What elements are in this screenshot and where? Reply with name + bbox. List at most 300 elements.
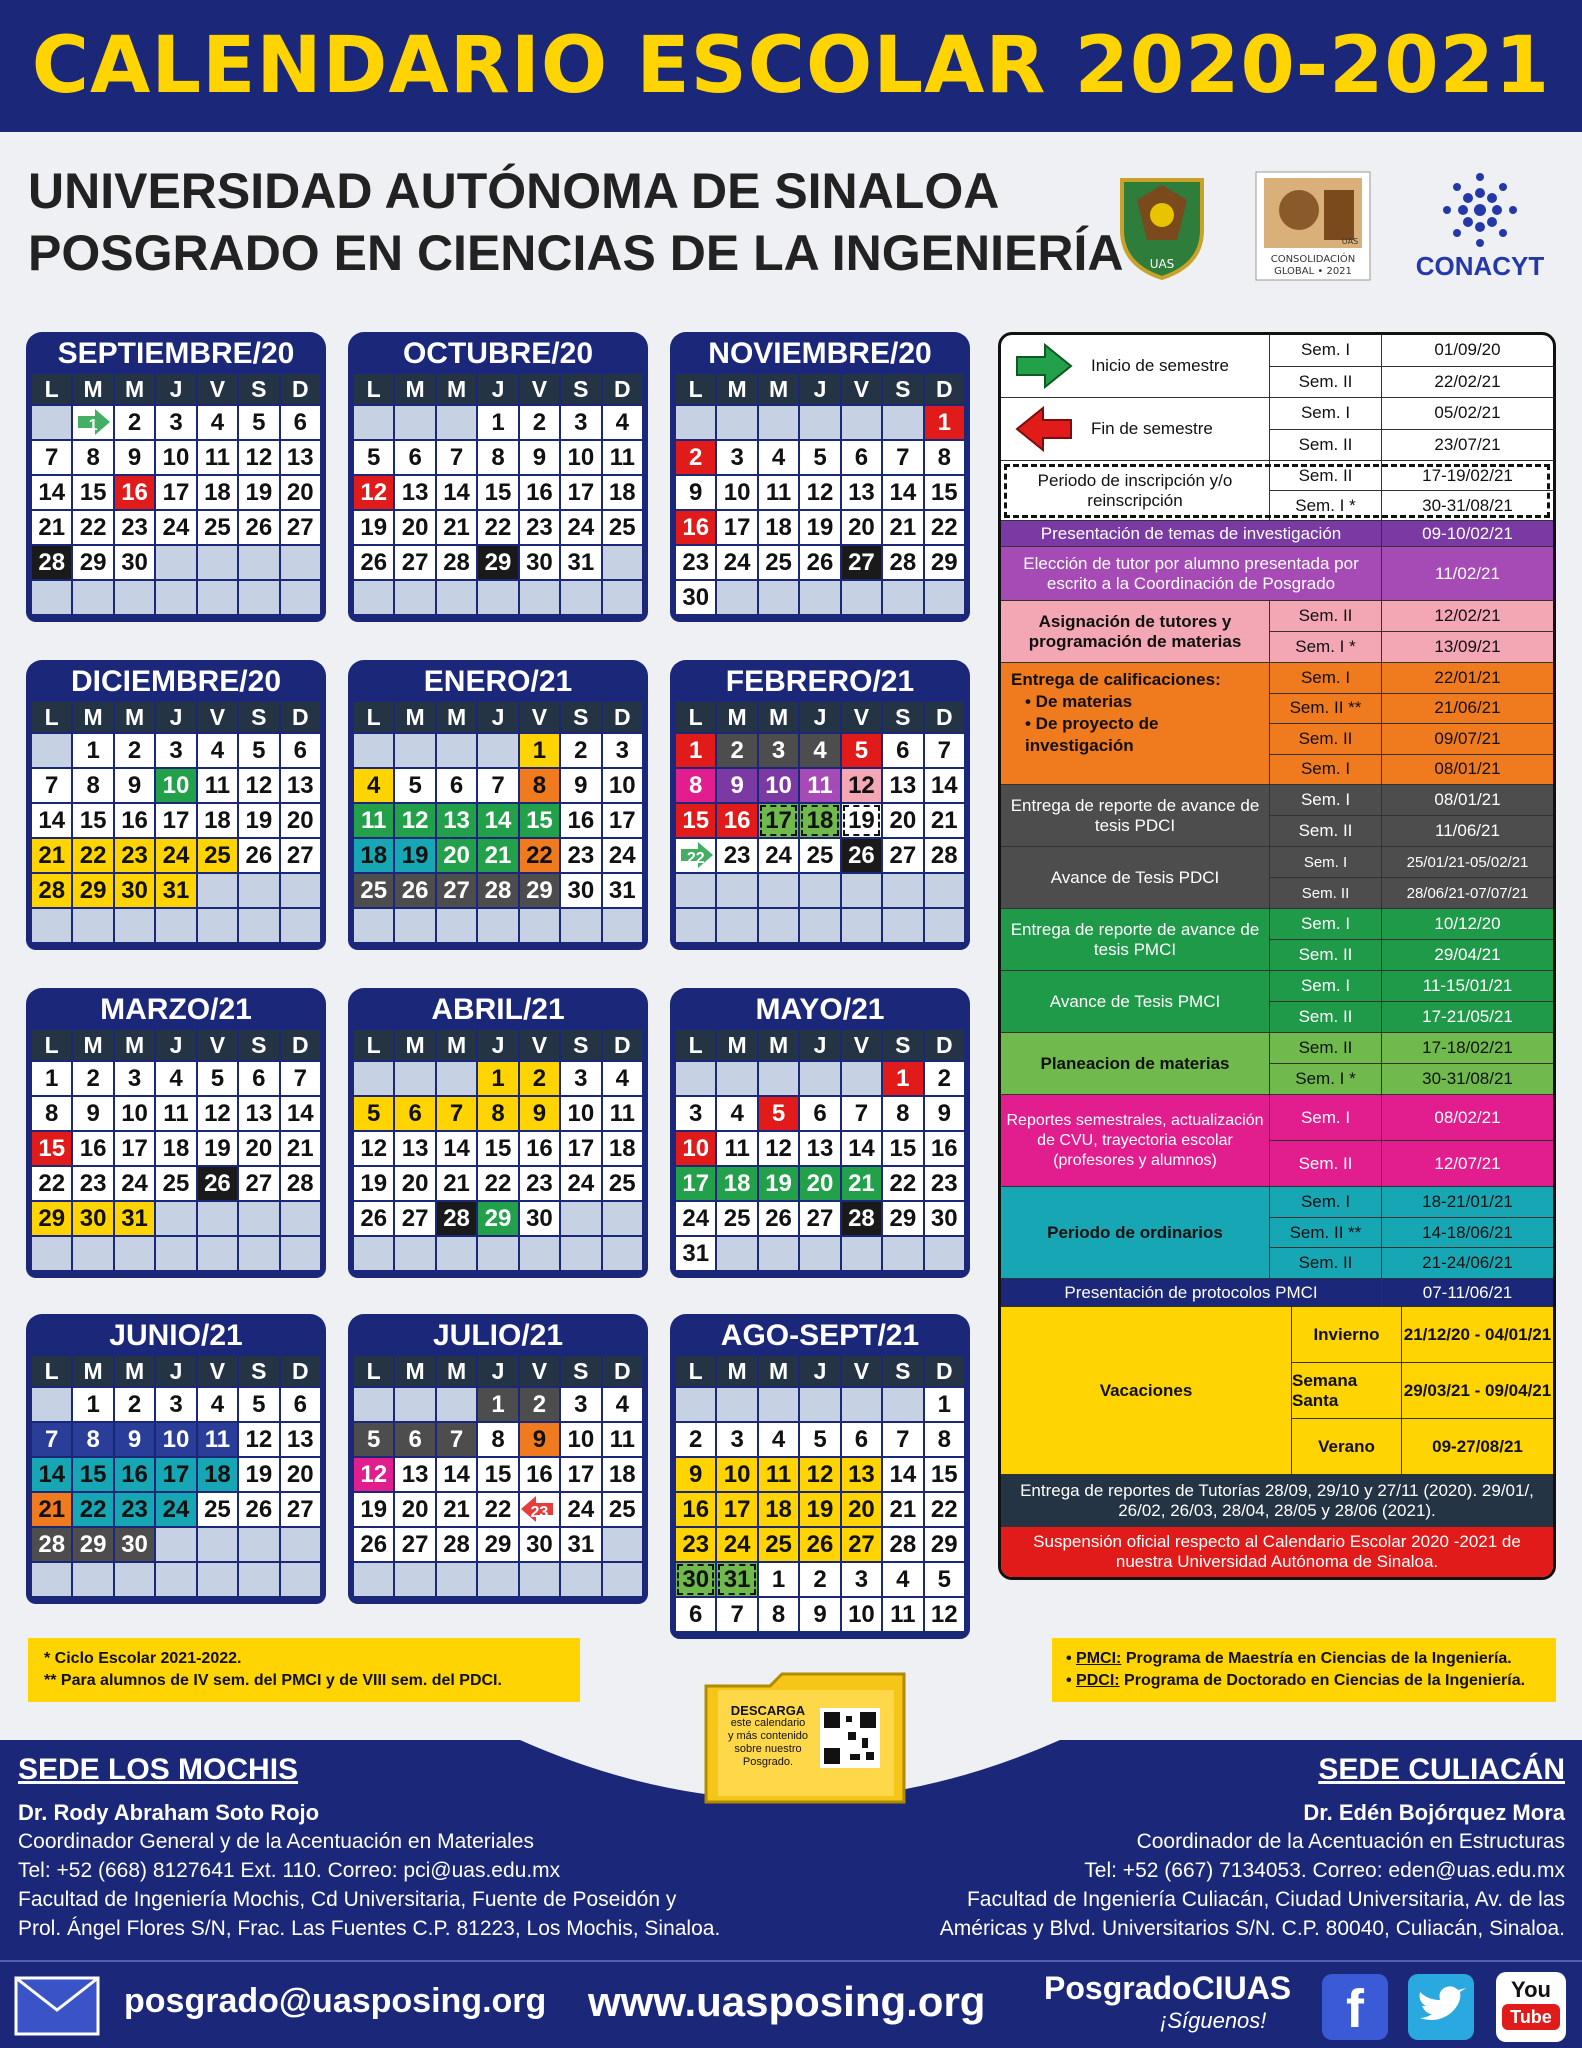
day-cell: 22: [478, 1167, 517, 1200]
day-cell: 9: [925, 1097, 964, 1130]
empty-cell: [239, 1237, 278, 1270]
sem-date: 30-31/08/21: [1381, 491, 1553, 520]
sem-label: Sem. II: [1269, 1033, 1381, 1063]
day-cell: 3: [156, 1388, 195, 1421]
day-cell: 16: [561, 804, 600, 837]
day-cell: 23: [520, 1167, 559, 1200]
day-cell: 2: [520, 406, 559, 439]
day-cell: 16: [115, 476, 154, 509]
weekday-header: M: [717, 1356, 756, 1386]
day-cell: 10: [156, 769, 195, 802]
empty-cell: [239, 1563, 278, 1596]
folder-line1: este calendario: [730, 1717, 806, 1729]
day-cell: 25: [717, 1202, 756, 1235]
day-cell: 23: [925, 1167, 964, 1200]
red-arrow-icon: [1015, 406, 1073, 452]
day-cell: 20: [842, 1493, 881, 1526]
day-cell: 10: [842, 1598, 881, 1631]
day-cell: 25: [198, 511, 237, 544]
month-title: ABRIL/21: [348, 988, 648, 1030]
day-cell: 6: [395, 441, 434, 474]
day-cell: 17: [561, 1132, 600, 1165]
empty-cell: [520, 581, 559, 614]
day-cell: 11: [603, 1097, 642, 1130]
day-cell: 15: [32, 1132, 71, 1165]
weekday-header: S: [561, 1356, 600, 1386]
empty-cell: [395, 734, 434, 767]
sem-label: Sem. II: [1269, 461, 1381, 490]
day-cell: 21: [32, 511, 71, 544]
empty-cell: [603, 1528, 642, 1561]
day-cell: 23: [520, 1493, 559, 1526]
day-cell: 13: [842, 1458, 881, 1491]
day-cell: 11: [198, 441, 237, 474]
month-title: SEPTIEMBRE/20: [26, 332, 326, 374]
day-cell: 4: [800, 734, 839, 767]
day-cell: 25: [759, 1528, 798, 1561]
weekday-header: M: [437, 1030, 476, 1060]
weekday-header: S: [239, 1030, 278, 1060]
empty-cell: [395, 909, 434, 942]
day-cell: 12: [354, 1458, 393, 1491]
month-calendar: [670, 988, 970, 1278]
day-cell: 6: [281, 1388, 320, 1421]
empty-cell: [239, 1202, 278, 1235]
sem-date: 05/02/21: [1381, 398, 1553, 429]
day-cell: 28: [281, 1167, 320, 1200]
day-cell: 11: [156, 1097, 195, 1130]
day-cell: 6: [883, 734, 922, 767]
day-cell: 10: [759, 769, 798, 802]
empty-cell: [800, 1237, 839, 1270]
sem-label: Sem. I: [1269, 1187, 1381, 1217]
day-cell: 31: [717, 1563, 756, 1596]
empty-cell: [395, 1237, 434, 1270]
sem-date: 23/07/21: [1381, 430, 1553, 461]
day-cell: 20: [842, 511, 881, 544]
footer-bar: [0, 1960, 1582, 2048]
day-cell: 26: [800, 546, 839, 579]
day-cell: 10: [156, 441, 195, 474]
month-title: OCTUBRE/20: [348, 332, 648, 374]
day-cell: 27: [281, 839, 320, 872]
weekday-header: M: [395, 374, 434, 404]
day-cell: 10: [717, 1458, 756, 1491]
day-cell: 18: [156, 1132, 195, 1165]
day-cell: 24: [676, 1202, 715, 1235]
sede-address-1: Facultad de Ingeniería Mochis, Cd Universitaria, Fuente de Poseidón y: [18, 1888, 677, 1911]
day-cell: 12: [239, 769, 278, 802]
month-title: AGO-SEPT/21: [670, 1314, 970, 1356]
day-cell: 30: [520, 1528, 559, 1561]
empty-cell: [281, 1202, 320, 1235]
empty-cell: [281, 909, 320, 942]
weekday-header: V: [198, 1030, 237, 1060]
day-cell: 26: [354, 1202, 393, 1235]
day-cell: 25: [198, 839, 237, 872]
day-cell: 12: [800, 1458, 839, 1491]
conacyt-logo-text: CONACYT: [1415, 251, 1545, 281]
day-cell: 11: [759, 1458, 798, 1491]
day-cell: 28: [925, 839, 964, 872]
weekday-header: M: [395, 1030, 434, 1060]
weekday-header: L: [676, 374, 715, 404]
day-cell: 27: [239, 1167, 278, 1200]
day-cell: 27: [281, 511, 320, 544]
day-cell: 3: [717, 1423, 756, 1456]
page-title: CALENDARIO ESCOLAR 2020-2021: [31, 21, 1551, 111]
youtube-icon[interactable]: [1496, 1972, 1566, 2042]
sem-date: 17-21/05/21: [1381, 1002, 1553, 1032]
empty-cell: [156, 1528, 195, 1561]
footnotes-left: [28, 1638, 580, 1702]
empty-cell: [32, 734, 71, 767]
empty-cell: [478, 581, 517, 614]
day-cell: 16: [676, 1493, 715, 1526]
legend-calificaciones: [1001, 663, 1269, 784]
weekday-header: S: [239, 374, 278, 404]
empty-cell: [115, 909, 154, 942]
day-cell: 7: [32, 441, 71, 474]
day-cell: 15: [478, 476, 517, 509]
day-cell: 18: [717, 1167, 756, 1200]
sem-date: 22/02/21: [1381, 367, 1553, 398]
day-cell: 15: [73, 476, 112, 509]
empty-cell: [115, 1237, 154, 1270]
day-cell: 24: [115, 1167, 154, 1200]
weekday-header: D: [925, 374, 964, 404]
day-cell: 2: [676, 1423, 715, 1456]
weekday-header: L: [676, 1030, 715, 1060]
empty-cell: [800, 1388, 839, 1421]
day-cell: 21: [883, 511, 922, 544]
day-cell: 31: [561, 546, 600, 579]
facebook-icon[interactable]: f: [1322, 1974, 1388, 2040]
day-cell: 14: [883, 1458, 922, 1491]
empty-cell: [32, 1388, 71, 1421]
day-cell: 16: [717, 804, 756, 837]
empty-cell: [395, 581, 434, 614]
day-cell: 20: [883, 804, 922, 837]
month-calendar: [26, 332, 326, 622]
day-cell: 28: [437, 546, 476, 579]
day-cell: 24: [717, 546, 756, 579]
day-cell: 17: [717, 511, 756, 544]
pmci-abbr: PMCI:: [1076, 1650, 1122, 1667]
day-cell: 15: [520, 804, 559, 837]
day-cell: 3: [759, 734, 798, 767]
day-cell: 19: [800, 511, 839, 544]
vac-label: Invierno: [1291, 1307, 1401, 1362]
legend-calificaciones-title: Entrega de calificaciones:: [1011, 670, 1221, 689]
day-cell: 4: [759, 1423, 798, 1456]
empty-cell: [437, 406, 476, 439]
month-title: JULIO/21: [348, 1314, 648, 1356]
day-cell: 4: [198, 734, 237, 767]
month-title: MARZO/21: [26, 988, 326, 1030]
day-cell: 26: [800, 1528, 839, 1561]
day-cell: 28: [32, 874, 71, 907]
empty-cell: [437, 1062, 476, 1095]
weekday-header: D: [281, 702, 320, 732]
day-cell: 11: [603, 1423, 642, 1456]
day-cell: 26: [354, 1528, 393, 1561]
vac-date: 29/03/21 - 09/04/21: [1401, 1363, 1553, 1418]
empty-cell: [842, 1237, 881, 1270]
legend-eleccion-date: 11/02/21: [1381, 547, 1553, 600]
day-cell: 9: [676, 476, 715, 509]
day-cell: 26: [759, 1202, 798, 1235]
day-cell: 19: [354, 511, 393, 544]
empty-cell: [239, 874, 278, 907]
day-cell: 30: [561, 874, 600, 907]
legend-asignacion: Asignación de tutores y programación de materias: [1028, 611, 1242, 651]
weekday-header: S: [239, 1356, 278, 1386]
day-cell: 16: [676, 511, 715, 544]
footnote-alumnos: ** Para alumnos de IV sem. del PMCI y de VIII sem. del PDCI.: [44, 1672, 502, 1689]
day-cell: 11: [198, 769, 237, 802]
day-cell: 20: [437, 839, 476, 872]
empty-cell: [842, 406, 881, 439]
empty-cell: [198, 546, 237, 579]
day-cell: 7: [717, 1598, 756, 1631]
day-cell: 14: [32, 476, 71, 509]
day-cell: 5: [354, 441, 393, 474]
empty-cell: [717, 581, 756, 614]
day-cell: 18: [198, 1458, 237, 1491]
day-cell: 15: [925, 1458, 964, 1491]
empty-cell: [395, 406, 434, 439]
sede-coordinator: Dr. Rody Abraham Soto Rojo: [18, 1800, 320, 1825]
day-cell: 8: [73, 769, 112, 802]
day-cell: 1: [73, 734, 112, 767]
weekday-header: S: [883, 1356, 922, 1386]
legend-suspension: Suspensión oficial respecto al Calendario Escolar 2020 -2021 de nuestra Universidad Autónoma de Sinaloa.: [1033, 1532, 1521, 1571]
sem-label: Sem. II: [1269, 878, 1381, 908]
sem-label: Sem. I: [1269, 971, 1381, 1001]
weekday-header: M: [73, 374, 112, 404]
uas-logo-text: UAS: [1149, 257, 1175, 271]
day-cell: 6: [800, 1097, 839, 1130]
day-cell: 6: [842, 1423, 881, 1456]
day-cell: 29: [883, 1202, 922, 1235]
day-cell: 8: [478, 1423, 517, 1456]
empty-cell: [561, 1563, 600, 1596]
day-cell: 17: [676, 1167, 715, 1200]
day-cell: 4: [198, 1388, 237, 1421]
day-cell: 27: [842, 546, 881, 579]
day-cell: 4: [603, 1062, 642, 1095]
sem-label: Sem. II **: [1269, 1218, 1381, 1248]
empty-cell: [437, 581, 476, 614]
day-cell: 26: [842, 839, 881, 872]
day-cell: 5: [354, 1423, 393, 1456]
sem-date: 17-18/02/21: [1381, 1033, 1553, 1063]
day-cell: 15: [883, 1132, 922, 1165]
empty-cell: [437, 1563, 476, 1596]
legend-rep-pdci: Entrega de reporte de avance de tesis PDCI: [1010, 795, 1260, 835]
day-cell: 29: [478, 1202, 517, 1235]
day-cell: 13: [395, 1132, 434, 1165]
empty-cell: [603, 1237, 642, 1270]
sem-label: Sem. II: [1269, 1002, 1381, 1032]
weekday-header: V: [520, 374, 559, 404]
sem-date: 17-19/02/21: [1381, 461, 1553, 490]
day-cell: 26: [239, 839, 278, 872]
legend-eleccion: Elección de tutor por alumno presentada por escrito a la Coordinación de Posgrado: [1023, 553, 1359, 593]
day-cell: 5: [925, 1563, 964, 1596]
day-cell: 13: [842, 476, 881, 509]
twitter-icon[interactable]: [1408, 1974, 1474, 2040]
day-cell: 18: [759, 1493, 798, 1526]
day-cell: 2: [73, 1062, 112, 1095]
day-cell: 12: [239, 1423, 278, 1456]
sem-date: 01/09/20: [1381, 335, 1553, 366]
day-cell: 27: [281, 1493, 320, 1526]
empty-cell: [198, 1528, 237, 1561]
day-cell: 18: [354, 839, 393, 872]
day-cell: 25: [354, 874, 393, 907]
day-cell: 4: [603, 406, 642, 439]
sem-date: 29/04/21: [1381, 940, 1553, 970]
weekday-header: S: [561, 374, 600, 404]
legend-inscripcion: Periodo de inscripción y/o reinscripción: [1037, 470, 1233, 510]
weekday-header: D: [281, 374, 320, 404]
sem-date: 08/01/21: [1381, 755, 1553, 785]
day-cell: 11: [198, 1423, 237, 1456]
sem-label: Sem. II: [1269, 367, 1381, 398]
day-cell: 1: [676, 734, 715, 767]
day-cell: 2: [925, 1062, 964, 1095]
day-cell: 23: [520, 511, 559, 544]
empty-cell: [676, 406, 715, 439]
day-cell: 4: [354, 769, 393, 802]
footer-email-link[interactable]: posgrado@uasposing.org: [124, 1982, 547, 2020]
day-cell: 17: [603, 804, 642, 837]
day-cell: 25: [603, 511, 642, 544]
day-cell: 7: [883, 441, 922, 474]
weekday-header: V: [198, 374, 237, 404]
day-cell: 25: [759, 546, 798, 579]
empty-cell: [32, 1237, 71, 1270]
day-cell: 2: [115, 1388, 154, 1421]
empty-cell: [800, 874, 839, 907]
month-calendar: [670, 660, 970, 950]
day-cell: 7: [281, 1062, 320, 1095]
weekday-header: J: [800, 1356, 839, 1386]
day-cell: 30: [925, 1202, 964, 1235]
day-cell: 19: [800, 1493, 839, 1526]
legend-tutorias: Entrega de reportes de Tutorías 28/09, 29/10 y 27/11 (2020). 29/01/, 26/02, 26/03, 28/04, 28/05 y 28/06 (2021).: [1020, 1480, 1534, 1520]
month-calendar: [348, 1314, 648, 1604]
day-cell: 29: [73, 546, 112, 579]
weekday-header: M: [115, 1356, 154, 1386]
empty-cell: [925, 909, 964, 942]
empty-cell: [239, 909, 278, 942]
empty-cell: [676, 1388, 715, 1421]
program-name: POSGRADO EN CIENCIAS DE LA INGENIERÍA: [28, 225, 1124, 281]
day-cell: 11: [354, 804, 393, 837]
day-cell: 9: [800, 1598, 839, 1631]
day-cell: 24: [156, 511, 195, 544]
sem-date: 22/01/21: [1381, 663, 1553, 693]
day-cell: 13: [800, 1132, 839, 1165]
empty-cell: [842, 909, 881, 942]
day-cell: 30: [676, 1563, 715, 1596]
day-cell: 27: [800, 1202, 839, 1235]
footnote-pdci: • PDCI: Programa de Doctorado en Ciencias de la Ingeniería.: [1066, 1672, 1526, 1689]
day-cell: 3: [156, 406, 195, 439]
day-cell: 23: [676, 546, 715, 579]
empty-cell: [759, 1388, 798, 1421]
legend-av-pmci: Avance de Tesis PMCI: [1049, 991, 1221, 1011]
day-cell: 18: [759, 511, 798, 544]
day-cell: 2: [115, 734, 154, 767]
empty-cell: [759, 874, 798, 907]
day-cell: 9: [115, 769, 154, 802]
weekday-header: L: [354, 1030, 393, 1060]
weekday-header: M: [437, 702, 476, 732]
day-cell: 9: [561, 769, 600, 802]
logo2-uas-text: UAS: [1341, 237, 1359, 246]
day-cell: 7: [883, 1423, 922, 1456]
weekday-header: J: [156, 702, 195, 732]
day-cell: 4: [717, 1097, 756, 1130]
month-title: ENERO/21: [348, 660, 648, 702]
legend-table: [998, 332, 1556, 1580]
day-cell: 4: [198, 406, 237, 439]
weekday-header: S: [239, 702, 278, 732]
legend-inicio-label: Inicio de semestre: [1091, 356, 1229, 375]
weekday-header: S: [883, 374, 922, 404]
empty-cell: [717, 1062, 756, 1095]
weekday-header: S: [883, 702, 922, 732]
legend-presentacion: Presentación de temas de investigación: [1040, 523, 1342, 543]
month-title: MAYO/21: [670, 988, 970, 1030]
empty-cell: [198, 581, 237, 614]
day-cell: 28: [478, 874, 517, 907]
empty-cell: [478, 909, 517, 942]
day-cell: 7: [478, 769, 517, 802]
day-cell: 24: [561, 1167, 600, 1200]
day-cell: 3: [603, 734, 642, 767]
logo2-text-top: CONSOLIDACIÓN: [1270, 254, 1356, 265]
day-cell: 10: [717, 476, 756, 509]
empty-cell: [759, 406, 798, 439]
day-cell: 5: [842, 734, 881, 767]
day-cell: 1: [925, 406, 964, 439]
month-title: FEBRERO/21: [670, 660, 970, 702]
day-cell: 10: [676, 1132, 715, 1165]
empty-cell: [883, 1388, 922, 1421]
empty-cell: [603, 1563, 642, 1596]
day-cell: 23: [717, 839, 756, 872]
empty-cell: [800, 581, 839, 614]
day-cell: 21: [925, 804, 964, 837]
day-cell: 21: [281, 1132, 320, 1165]
sem-date: 12/07/21: [1381, 1141, 1553, 1186]
day-cell: 7: [925, 734, 964, 767]
day-cell: 6: [239, 1062, 278, 1095]
sem-label: Sem. II: [1269, 724, 1381, 754]
footer-website-link[interactable]: www.uasposing.org: [588, 1978, 986, 2025]
day-cell: 14: [883, 476, 922, 509]
weekday-header: S: [561, 1030, 600, 1060]
sede-address-2: Prol. Ángel Flores S/N, Frac. Las Fuentes C.P. 81223, Los Mochis, Sinaloa.: [18, 1917, 721, 1940]
weekday-header: V: [198, 1356, 237, 1386]
month-title: NOVIEMBRE/20: [670, 332, 970, 374]
sem-date: 11/06/21: [1381, 816, 1553, 846]
